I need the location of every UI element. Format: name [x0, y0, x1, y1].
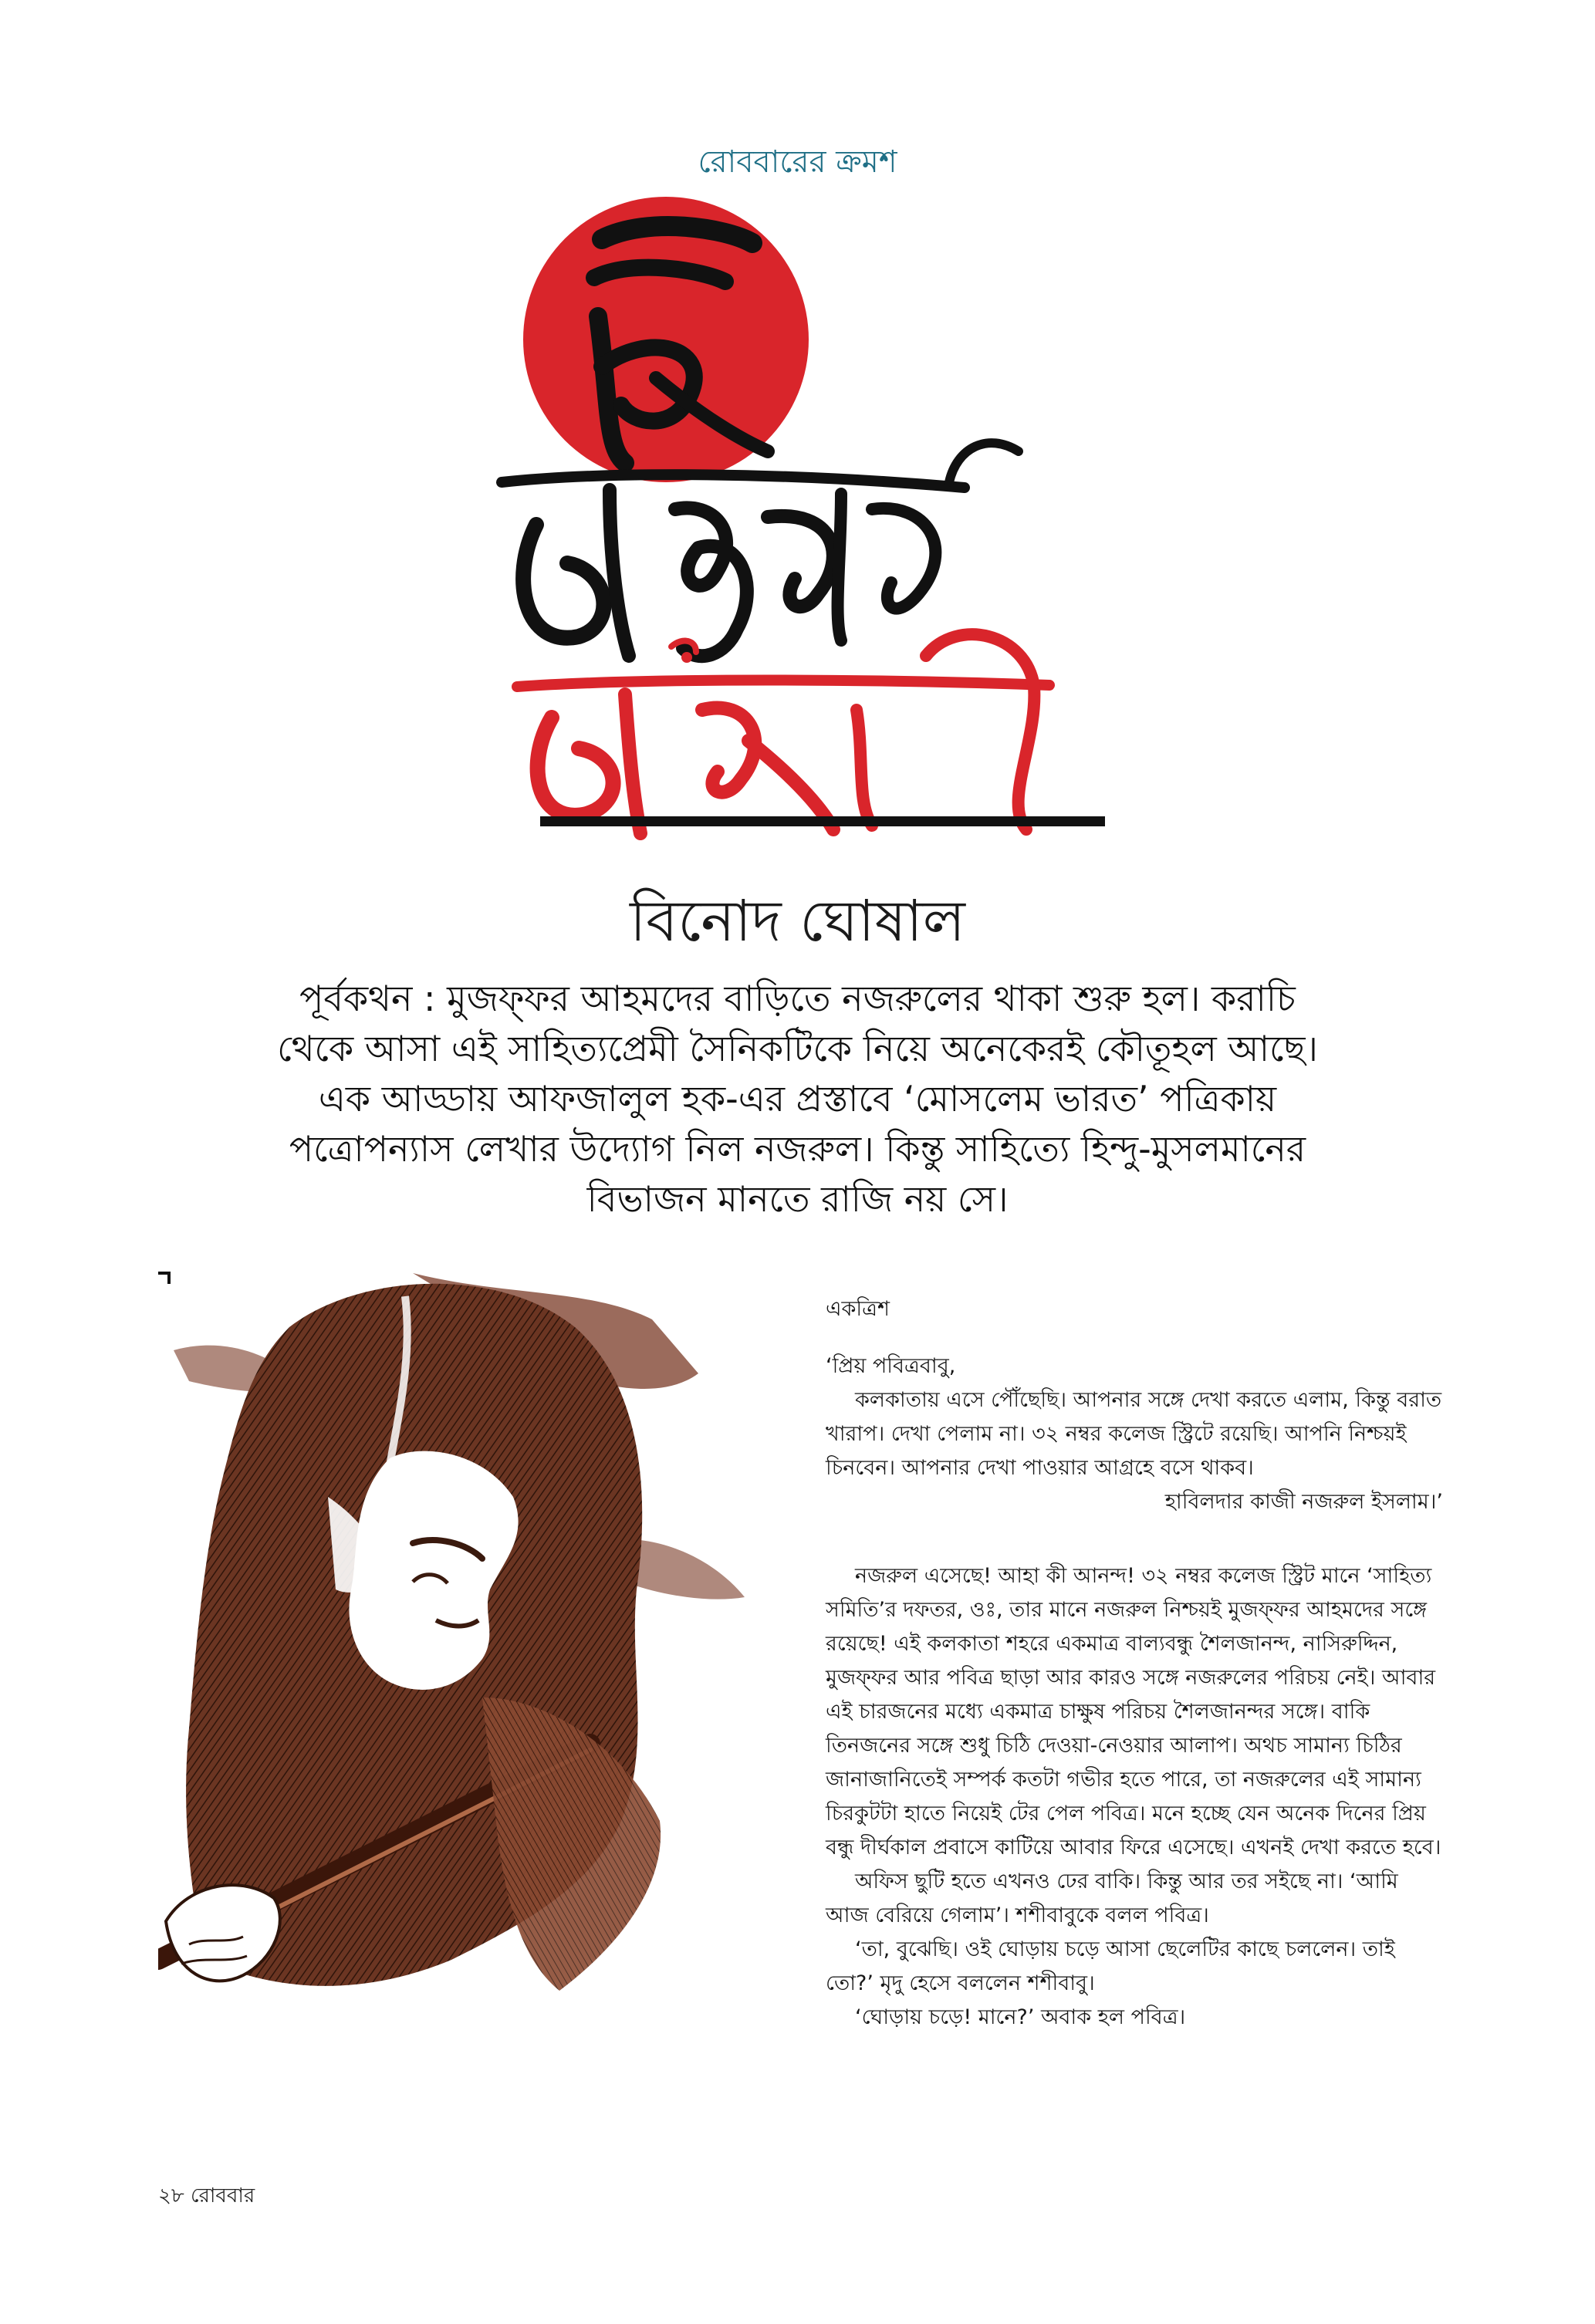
synopsis-line: থেকে আসা এই সাহিত্যপ্রেমী সৈনিকটিকে নিয়ে অনেকেরই কৌতূহল আছে।: [277, 1028, 1318, 1069]
author-name: বিনোদ ঘোষাল: [630, 888, 965, 954]
chapter-heading: একত্রিশ: [826, 1297, 890, 1321]
synopsis-line: এক আড্ডায় আফজালুল হক-এর প্রস্তাবে ‘মোসলেম ভারত’ পত্রিকায়: [318, 1078, 1277, 1120]
title-logo: [494, 185, 1111, 864]
title-underline: [540, 816, 1105, 826]
article-body: [826, 1292, 1443, 2035]
page-folio: ২৮ রোববার: [158, 2184, 255, 2207]
body-paragraph: ‘ঘোড়ায় চড়ে! মানে?’ অবাক হল পবিত্র।: [855, 2005, 1186, 2029]
title-word-bajay: [502, 443, 1019, 656]
letter-text: কলকাতায় এসে পৌঁছেছি। আপনার সঙ্গে দেখা করতে এলাম, কিন্তু বরাত খারাপ। দেখা পেলাম না। ৩২ নম্বর কলেজ স্ট্রিটে রয়েছি। আপনি নিশ্চয়ই চিনবেন। আপনার দেখা পাওয়ার আগ্রহে বসে থাকব।: [826, 1388, 1442, 1480]
synopsis-line: বিভাজন মানতে রাজি নয় সে।: [586, 1178, 1009, 1220]
body-paragraph: ‘তা, বুঝেছি। ওই ঘোড়ায় চড়ে আসা ছেলেটির কাছে চললেন। তাই তো?’ মৃদু হেসে বললেন শশীবাবু।: [826, 1937, 1395, 1995]
synopsis-line: পূর্বকথন : মুজফ্ফর আহমদের বাড়িতে নজরুলের থাকা শুরু হল। করাচি: [299, 978, 1296, 1019]
letter-signature: হাবিলদার কাজী নজরুল ইসলাম।’: [1164, 1490, 1443, 1514]
red-sun-disc: [523, 197, 809, 482]
synopsis: [177, 974, 1418, 1224]
body-paragraph: নজরুল এসেছে! আহা কী আনন্দ! ৩২ নম্বর কলেজ স্ট্রিট মানে ‘সাহিত্য সমিতি’র দফতর, ওঃ, তার মানে নজরুল নিশ্চয়ই মুজফ্ফর আহমদের সঙ্গে রয়েছে! এই কলকাতা শহরে একমাত্র বাল্যবন্ধু শৈলজানন্দ, নাসিরুদ্দিন, মুজফ্ফর আর পবিত্র ছাড়া আর কারও সঙ্গে নজরুলের পরিচয় নেই। আবার এই চারজনের মধ্যে একমাত্র চাক্ষুষ পরিচয় শৈলজানন্দর সঙ্গে। বাকি তিনজনের সঙ্গে শুধু চিঠি দেওয়া-নেওয়ার আলাপ। অথচ সামান্য চিঠির জানাজানিতেই সম্পর্ক কতটা গভীর হতে পারে, তা নজরুলের এই সামান্য চিরকুটটা হাতে নিয়েই টের পেল পবিত্র। মনে হচ্ছে যেন অনেক দিনের প্রিয় বন্ধু দীর্ঘকাল প্রবাসে কাটিয়ে আবার ফিরে এসেছে। এখনই দেখা করতে হবে।: [826, 1564, 1441, 1860]
title-word-banshi: [517, 634, 1049, 833]
body-paragraph: অফিস ছুটি হতে এখনও ঢের বাকি। কিন্তু আর তর সইছে না। ‘আমি আজ বেরিয়ে গেলাম’। শশীবাবুকে বলল পবিত্র।: [826, 1870, 1398, 1927]
synopsis-line: পত্রোপন্যাস লেখার উদ্যোগ নিল নজরুল। কিন্তু সাহিত্যে হিন্দু-মুসলমানের: [289, 1128, 1306, 1170]
nazrul-flute-illustration: [158, 1265, 760, 2037]
letter-salutation: ‘প্রিয় পবিত্রবাবু,: [826, 1354, 956, 1378]
section-tag: রোববারের ক্রমশ: [698, 144, 897, 180]
